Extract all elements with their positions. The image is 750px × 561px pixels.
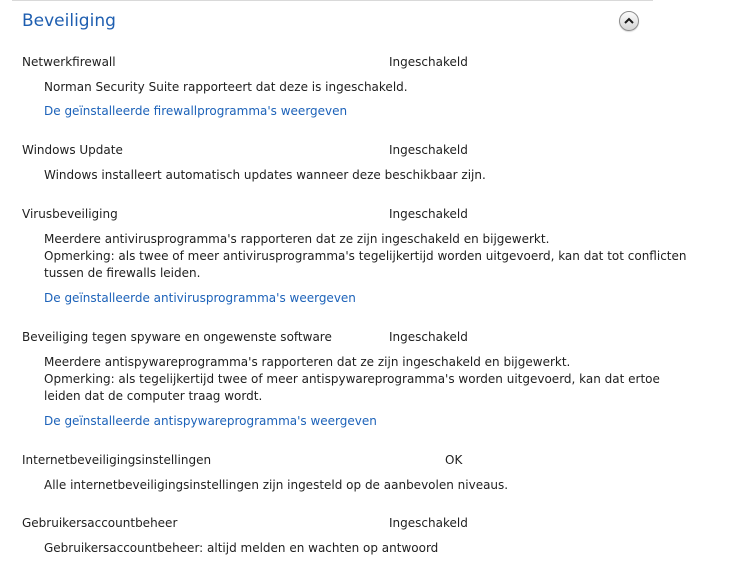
section-title: Beveiliging	[22, 11, 116, 31]
item-description: Meerdere antivirusprogramma's rapporteren dat ze zijn ingeschakeld en bijgewerkt.	[44, 232, 550, 246]
item-name: Virusbeveiliging	[22, 207, 118, 221]
item-name: Netwerkfirewall	[22, 55, 116, 69]
item-name: Beveiliging tegen spyware en ongewenste software	[22, 330, 332, 344]
item-description: Opmerking: als twee of meer antivirusprogramma's tegelijkertijd worden uitgevoerd, kan dat tot conflicten	[44, 249, 687, 263]
item-name: Gebruikersaccountbeheer	[22, 516, 178, 530]
item-status: Ingeschakeld	[389, 207, 468, 221]
collapse-section-button[interactable]	[619, 11, 639, 31]
item-description: tussen de firewalls leiden.	[44, 266, 201, 280]
item-name: Internetbeveiligingsinstellingen	[22, 453, 212, 467]
view-antivirus-programs-link[interactable]: De geïnstalleerde antivirusprogramma's weergeven	[44, 291, 356, 305]
item-status: Ingeschakeld	[389, 330, 468, 344]
item-status: Ingeschakeld	[389, 516, 468, 530]
item-status: Ingeschakeld	[389, 143, 468, 157]
item-status: Ingeschakeld	[389, 55, 468, 69]
item-description: Gebruikersaccountbeheer: altijd melden en wachten op antwoord	[44, 541, 439, 555]
view-antispyware-programs-link[interactable]: De geïnstalleerde antispywareprogramma's weergeven	[44, 414, 377, 428]
view-firewall-programs-link[interactable]: De geïnstalleerde firewallprogramma's weergeven	[44, 104, 348, 118]
chevron-up-icon	[624, 17, 634, 25]
item-description: Alle internetbeveiligingsinstellingen zijn ingesteld op de aanbevolen niveaus.	[44, 478, 509, 492]
item-description: Opmerking: als tegelijkertijd twee of meer antispywareprogramma's worden uitgevoerd, kan dat ertoe	[44, 372, 660, 386]
item-description: Norman Security Suite rapporteert dat deze is ingeschakeld.	[44, 80, 408, 94]
item-description: Meerdere antispywareprogramma's rapporteren dat ze zijn ingeschakeld en bijgewerkt.	[44, 355, 571, 369]
item-name: Windows Update	[22, 143, 123, 157]
top-divider	[12, 0, 653, 1]
item-description: Windows installeert automatisch updates wanneer deze beschikbaar zijn.	[44, 168, 486, 182]
item-description: leiden dat de computer traag wordt.	[44, 389, 263, 403]
item-status: OK	[445, 453, 463, 467]
